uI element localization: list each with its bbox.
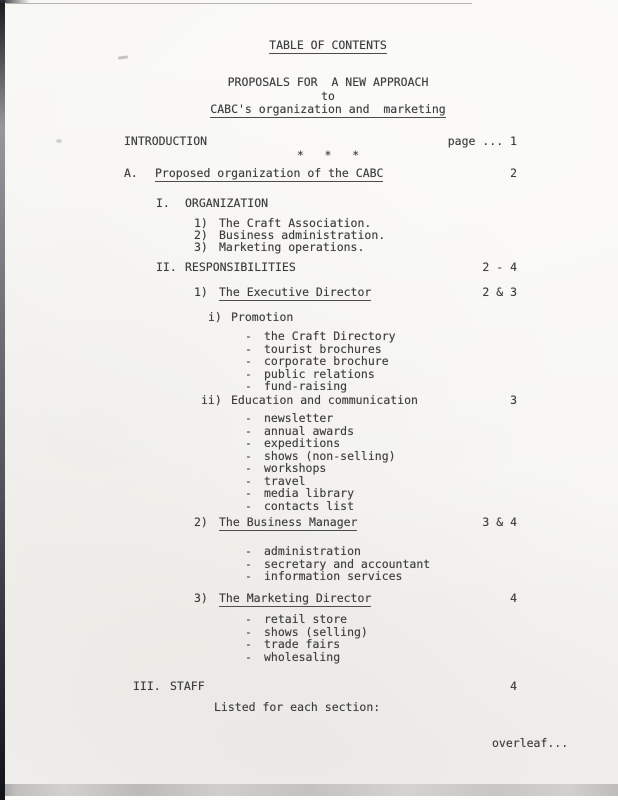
asterisk-separator: * * *: [296, 148, 360, 162]
dash-bullet: -: [245, 498, 252, 513]
toc-entry: [0, 241, 618, 255]
dash-bullet: -: [245, 569, 252, 583]
dash-bullet: -: [245, 411, 252, 425]
list-item-label: the Craft Directory: [264, 329, 396, 343]
item-title: The Executive Director: [219, 285, 372, 299]
dash-bullet: -: [245, 556, 252, 571]
list-item: [0, 500, 618, 514]
list-item-label: contacts list: [264, 498, 355, 513]
section-marker: A.: [124, 166, 138, 180]
scan-corner-mark: [0, 0, 30, 3]
list-item-label: secretary and accountant: [264, 556, 431, 571]
item-marker: 1): [194, 216, 208, 230]
list-item-label: shows (selling): [264, 624, 368, 639]
dash-bullet: -: [245, 649, 252, 664]
list-item-label: travel: [264, 473, 306, 488]
list-item-label: tourist brochures: [264, 341, 382, 356]
dash-bullet: -: [245, 379, 252, 393]
item-title: The Marketing Director: [219, 591, 372, 605]
list-item-label: workshops: [264, 461, 327, 475]
list-item-label: expeditions: [264, 436, 341, 450]
item-title: The Business Manager: [219, 515, 358, 529]
heading-label: ORGANIZATION: [185, 196, 269, 210]
dash-bullet: -: [245, 544, 252, 558]
document-title: TABLE OF CONTENTS: [269, 38, 387, 52]
page-ref: 3: [510, 393, 517, 407]
list-item-label: corporate brochure: [264, 354, 389, 368]
dash-bullet: -: [245, 341, 252, 356]
list-item-label: shows (non-selling): [264, 448, 396, 463]
dash-bullet: -: [245, 473, 252, 488]
dash-bullet: -: [245, 366, 252, 381]
sub-marker: ii): [201, 393, 222, 407]
toc-entry-executive-director: [0, 286, 618, 300]
scan-edge-bottom-white: [0, 796, 618, 800]
toc-entry-business-manager: [0, 516, 618, 530]
overleaf-label: overleaf...: [492, 736, 569, 750]
list-item-label: newsletter: [264, 411, 334, 425]
item-label: Business administration.: [219, 228, 386, 242]
roman-marker: II.: [156, 260, 177, 274]
item-marker: 3): [194, 591, 208, 605]
staff-note: Listed for each section:: [214, 700, 381, 714]
section-title: Proposed organization of the CABC: [155, 166, 384, 180]
header-subtitle-row-1: [128, 76, 528, 90]
item-marker: 2): [194, 515, 208, 529]
page-ref: 2 - 4: [482, 260, 517, 274]
roman-marker: I.: [156, 196, 170, 210]
dash-bullet: -: [245, 448, 252, 463]
subtitle-line-1: PROPOSALS FOR A NEW APPROACH: [227, 75, 429, 89]
item-marker: 3): [194, 240, 208, 254]
toc-entry-marketing-director: [0, 592, 618, 606]
dash-bullet: -: [245, 624, 252, 639]
toc-entry-introduction: [0, 135, 618, 149]
subtitle-line-3: CABC's organization and marketing: [210, 102, 446, 116]
dash-bullet: -: [245, 423, 252, 438]
toc-entry-education: [0, 394, 618, 408]
introduction-label: INTRODUCTION: [124, 134, 208, 148]
list-item-label: annual awards: [264, 423, 355, 438]
page-ref: 2: [510, 166, 517, 180]
scan-speck: [118, 55, 128, 59]
list-item: [0, 570, 618, 584]
list-item-label: information services: [264, 569, 403, 583]
toc-entry-promotion: [0, 311, 618, 325]
dash-bullet: -: [245, 486, 252, 500]
scan-edge-bottom: [4, 784, 618, 796]
heading-label: RESPONSIBILITIES: [185, 260, 296, 274]
sub-marker: i): [208, 310, 222, 324]
sub-title: Education and communication: [231, 393, 418, 407]
sub-title: Promotion: [231, 310, 294, 324]
toc-entry-section-a: [0, 167, 618, 181]
page-ref: 4: [510, 591, 517, 605]
dash-bullet: -: [245, 354, 252, 368]
footer-row: [0, 737, 618, 751]
list-item-label: media library: [264, 486, 355, 500]
page-ref: page ... 1: [447, 134, 517, 148]
roman-marker: III.: [133, 679, 161, 693]
list-item-label: public relations: [264, 366, 375, 381]
list-item: [0, 651, 618, 665]
item-label: Marketing operations.: [219, 240, 365, 254]
item-marker: 2): [194, 228, 208, 242]
item-label: The Craft Association.: [219, 216, 372, 230]
scan-edge-left: [0, 0, 5, 800]
heading-label: STAFF: [170, 679, 205, 693]
list-item: [0, 380, 618, 394]
dash-bullet: -: [245, 637, 252, 651]
subtitle-line-2: to: [321, 89, 335, 103]
header-title-row: [128, 39, 528, 53]
toc-entry-responsibilities: [0, 261, 618, 275]
toc-entry-organization: [0, 197, 618, 211]
scan-line-top: [6, 3, 472, 4]
list-item-label: retail store: [264, 612, 348, 626]
list-item-label: fund-raising: [264, 379, 348, 393]
separator-row: [128, 149, 528, 163]
dash-bullet: -: [245, 329, 252, 343]
staff-note-row: [0, 701, 618, 715]
page-ref: 3 & 4: [482, 515, 517, 529]
list-item-label: administration: [264, 544, 361, 558]
dash-bullet: -: [245, 461, 252, 475]
item-marker: 1): [194, 285, 208, 299]
dash-bullet: -: [245, 612, 252, 626]
list-item-label: wholesaling: [264, 649, 341, 664]
page-ref: 4: [510, 679, 517, 693]
dash-bullet: -: [245, 436, 252, 450]
header-subtitle-row-3: [128, 103, 528, 117]
toc-entry-staff: [0, 680, 618, 694]
list-item-label: trade fairs: [264, 637, 341, 651]
page-ref: 2 & 3: [482, 285, 517, 299]
